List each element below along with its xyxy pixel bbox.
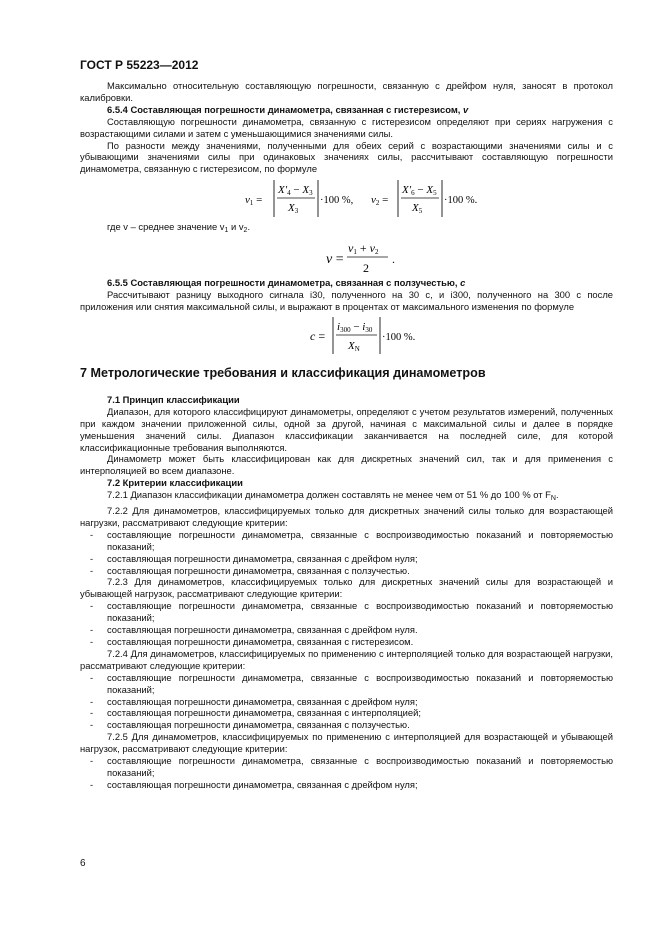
formula-c-tail: ·100 %. xyxy=(382,331,416,343)
section-7-1-title: 7.1 Принцип классификации xyxy=(107,393,240,405)
list-item: - составляющая погрешности динамометра, связанная с ползучестью. xyxy=(90,564,410,576)
s722-paragraph: 7.2.2 Для динамометров, классифицируемых только для дискретных значений силы только для возрастающей нагрузки, рассматривают следующие критерии: xyxy=(80,505,613,528)
list-item: - составляющая погрешности динамометра, связанная с дрейфом нуля; xyxy=(90,778,418,790)
svg-text:i300 − i30: i300 − i30 xyxy=(337,320,373,334)
list-item: - составляющая погрешности динамометра, связанная с дрейфом нуля; xyxy=(90,695,418,707)
document-header: ГОСТ Р 55223—2012 xyxy=(80,58,199,72)
list-item: - составляющая погрешности динамометра, связанная с интерполяцией; xyxy=(90,707,421,719)
hysteresis-formula-svg xyxy=(80,175,613,221)
svg-text:XN: XN xyxy=(348,339,360,353)
svg-text:.: . xyxy=(392,252,395,267)
svg-text:2: 2 xyxy=(363,261,369,276)
page-number: 6 xyxy=(80,858,86,869)
svg-text:v1 =: v1 = xyxy=(245,194,263,208)
document-body xyxy=(80,80,613,791)
s724-paragraph: 7.2.4 Для динамометров, классифицируемых по применению с интерполяцией только для возрастающей нагрузки, рассматривают следующие критерии: xyxy=(80,647,613,671)
svg-text:X3: X3 xyxy=(288,202,299,216)
svg-text:c =: c = xyxy=(310,328,326,343)
creep-formula xyxy=(80,313,613,357)
list-item: - составляющая погрешности динамометра, связанная с дрейфом нуля; xyxy=(90,552,418,564)
mean-formula xyxy=(80,237,613,277)
s71-paragraph-2: Динамометр может быть классифицирован как для дискретных значений сил, так и для применения с интерполяцией во всем диапазоне. xyxy=(80,453,613,477)
svg-text:v1 + v2: v1 + v2 xyxy=(348,241,379,257)
list-item: - составляющая погрешности динамометра, связанная с дрейфом нуля. xyxy=(90,624,418,636)
section-6-5-5-title: 6.5.5 Составляющая погрешности динамометра, связанная с ползучестью, c xyxy=(107,277,466,289)
svg-text:X′4 − X3: X′4 − X3 xyxy=(278,184,313,198)
s71-paragraph-1: Диапазон, для которого классифицируют динамометры, определяют с учетом результатов измерений, полученных при каждом значении приложенной силы, одной за другой, начиная с максимальной силы и далее в порядке уменьшения значений силы. Диапазон классификации заканчивается на последней силе, для которой классификационные требования выполняются. xyxy=(80,405,613,453)
intro-paragraph: Максимально относительную составляющую погрешности, связанную с дрейфом нуля, заносят в протокол калибровки. xyxy=(80,80,613,103)
s655-paragraph-1: Рассчитывают разницу выходного сигнала i30, полученного на 30 с, и i300, полученного на 300 с после приложения или снятия максимальной силы, и выражают в процентах от максимального изменения по формуле xyxy=(80,289,613,312)
svg-text:X5: X5 xyxy=(412,202,423,216)
mean-formula-svg xyxy=(80,237,613,277)
s725-paragraph: 7.2.5 Для динамометров, классифицируемых по применению с интерполяцией для возрастающей и убывающей нагрузок, рассматривают следующие критерии: xyxy=(80,731,613,755)
list-item: - составляющая погрешности динамометра, связанная с гистерезисом. xyxy=(90,636,414,647)
list-item: - составляющие погрешности динамометра, связанные с воспроизводимостью показаний и повторяемостью показаний; xyxy=(90,600,613,624)
hysteresis-formula xyxy=(80,175,613,221)
list-item: - составляющая погрешности динамометра, связанная с ползучестью. xyxy=(90,719,410,731)
s723-paragraph: 7.2.3 Для динамометров, классифицируемых только для дискретных значений силы для возрастающей и убывающей нагрузок, рассматривают следующие критерии: xyxy=(80,576,613,600)
section-7-title: 7 Метрологические требования и классификация динамометров xyxy=(80,365,486,380)
formula-v1-tail: ·100 %, xyxy=(320,195,354,207)
list-item: - составляющие погрешности динамометра, связанные с воспроизводимостью показаний и повторяемостью показаний; xyxy=(90,528,613,552)
svg-text:X′6 − X5: X′6 − X5 xyxy=(402,184,437,198)
formula-v2-tail: ·100 %. xyxy=(444,195,478,207)
list-item: - составляющие погрешности динамометра, связанные с воспроизводимостью показаний и повторяемостью показаний; xyxy=(90,755,613,778)
s654-where: где v – среднее значение $v_1$ и $v_2$. xyxy=(107,221,251,235)
creep-formula-svg xyxy=(80,313,613,357)
s654-paragraph-2: По разности между значениями, полученными для обеих серий с возрастающими значениями силы и с убывающими значениями силы при одинаковых значениях силы, рассчитывают составляющую погрешности динамометра, связанную с гистерезисом, по формуле xyxy=(80,139,613,175)
s654-paragraph-1: Составляющую погрешности динамометра, связанную с гистерезисом определяют при сериях нагружения с возрастающими силами и затем с уменьшающимися значениями силы. xyxy=(80,115,613,139)
section-6-5-4-title: 6.5.4 Составляющая погрешности динамометра, связанная с гистерезисом, v xyxy=(107,103,469,115)
section-7-2-title: 7.2 Критерии классификации xyxy=(107,477,243,489)
svg-text:v2 =: v2 = xyxy=(371,194,389,208)
s721-paragraph: 7.2.1 Диапазон классификации динамометра должен составлять не менее чем от 51 % до 100 % от $F_N$. xyxy=(107,489,559,503)
svg-text:v =: v = xyxy=(326,252,344,268)
list-item: - составляющие погрешности динамометра, связанные с воспроизводимостью показаний и повторяемостью показаний; xyxy=(90,671,613,695)
